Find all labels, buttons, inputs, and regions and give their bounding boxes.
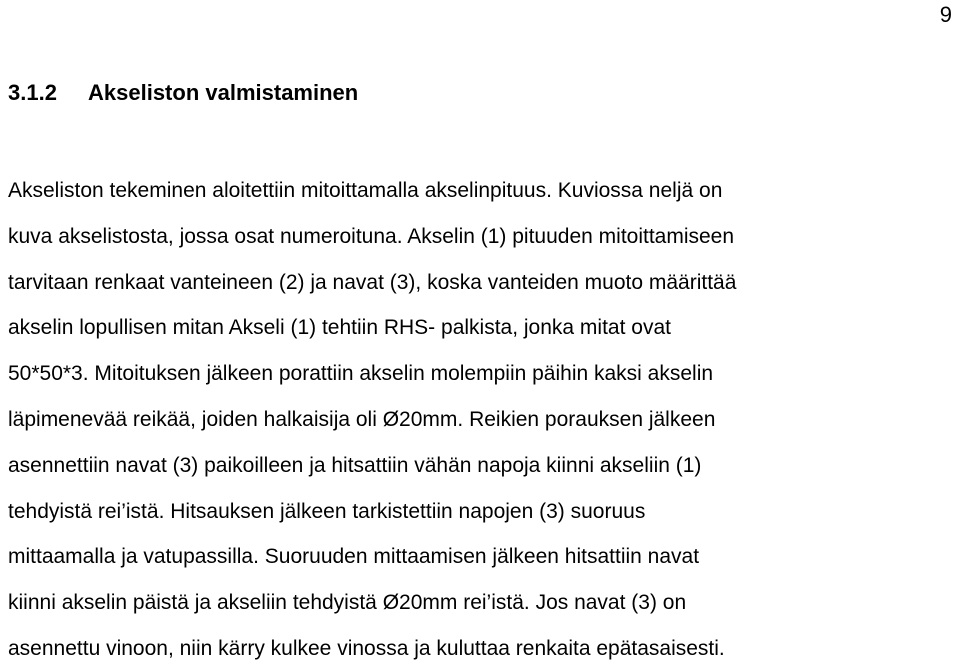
section-title: Akseliston valmistaminen bbox=[88, 80, 359, 105]
paragraph-line: kiinni akselin päistä ja akseliin tehdyistä Ø20mm rei’istä. Jos navat (3) on bbox=[8, 591, 687, 615]
paragraph-line: Akseliston tekeminen aloitettiin mitoittamalla akselinpituus. Kuviossa neljä on bbox=[8, 179, 723, 202]
section-number: 3.1.2 bbox=[8, 80, 57, 105]
paragraph-line: asennettu vinoon, niin kärry kulkee vinossa ja kuluttaa renkaita epätasaisesti. bbox=[8, 636, 725, 660]
paragraph-line: mittaamalla ja vatupassilla. Suoruuden mittaamisen jälkeen hitsattiin navat bbox=[8, 545, 700, 569]
paragraph-line: akselin lopullisen mitan Akseli (1) tehtiin RHS- palkista, jonka mitat ovat bbox=[8, 316, 671, 340]
paragraph-line: 50*50*3. Mitoituksen jälkeen porattiin akselin molempiin päihin kaksi akselin bbox=[8, 362, 714, 386]
paragraph-line: asennettiin navat (3) paikoilleen ja hitsattiin vähän napoja kiinni akseliin (1) bbox=[8, 453, 702, 477]
body-paragraph bbox=[8, 168, 954, 672]
paragraph-line: kuva akselistosta, jossa osat numeroituna. Akselin (1) pituuden mitoittamiseen bbox=[8, 224, 735, 248]
paragraph-line: tarvitaan renkaat vanteineen (2) ja navat (3), koska vanteiden muoto määrittää bbox=[8, 270, 737, 294]
paragraph-line: läpimenevää reikää, joiden halkaisija oli Ø20mm. Reikien porauksen jälkeen bbox=[8, 407, 716, 431]
section-heading bbox=[8, 79, 358, 107]
page-number: 9 bbox=[939, 2, 952, 27]
paragraph-line: tehdyistä rei’istä. Hitsauksen jälkeen tarkistettiin napojen (3) suoruus bbox=[8, 499, 646, 523]
